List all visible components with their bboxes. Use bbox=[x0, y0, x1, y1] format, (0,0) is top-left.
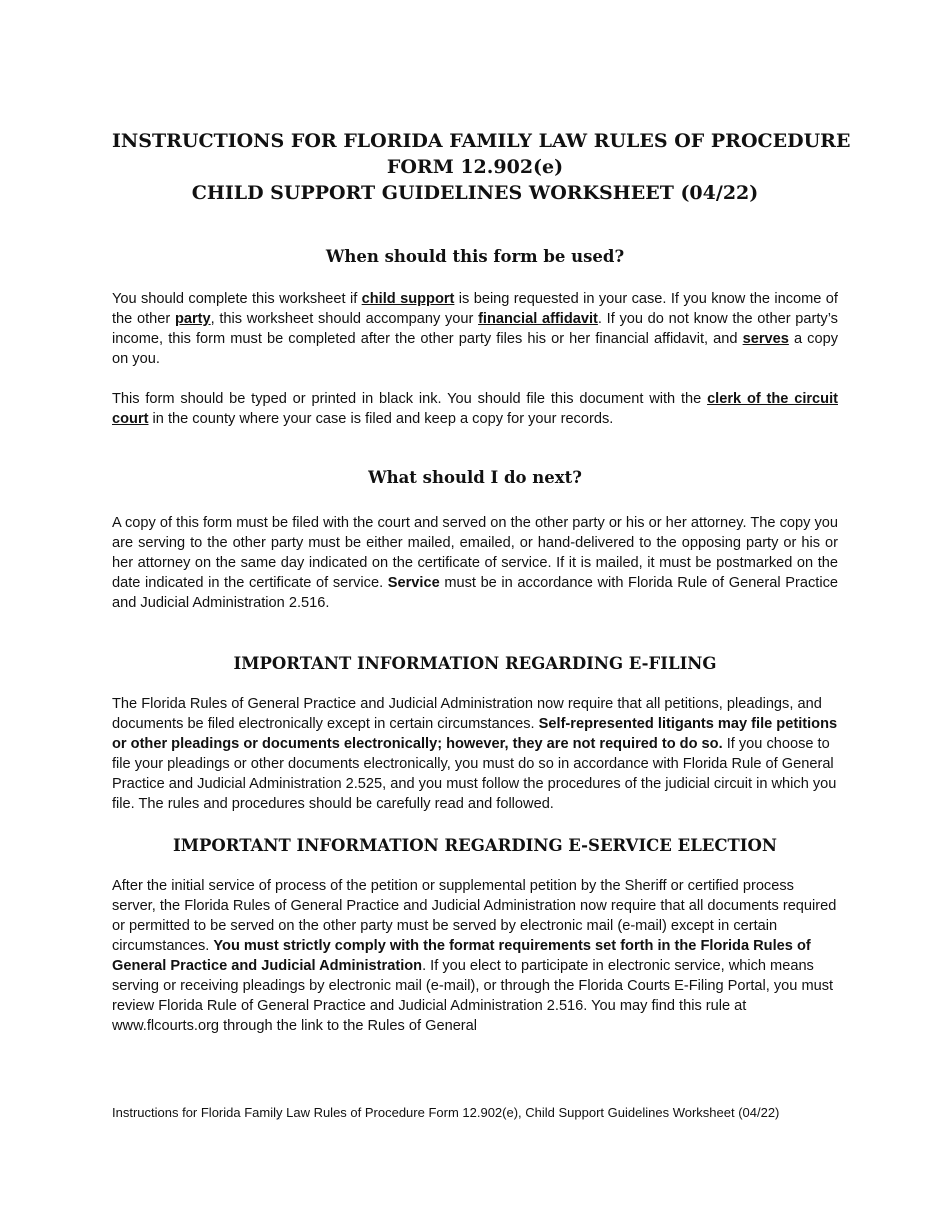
section-heading-e-service: IMPORTANT INFORMATION REGARDING E-SERVICE ELECTION bbox=[173, 836, 777, 855]
term-service: Service bbox=[387, 575, 440, 591]
text-run: . If you do not know the other party’s income, this form must be completed after the other party files his or her financial affidavit, and bbox=[112, 311, 838, 347]
bold-notice: Self-represented litigants may file petitions or other pleadings or documents electronically; however, they are not required to do so. bbox=[112, 716, 838, 752]
section-heading-what-next: What should I do next? bbox=[368, 468, 582, 487]
text-run: This form should be typed or printed in black ink. You should file this document with the bbox=[112, 391, 708, 407]
document-page bbox=[112, 128, 851, 1036]
section-when-used-paragraph-1 bbox=[112, 289, 838, 369]
text-run: You should complete this worksheet if bbox=[112, 291, 362, 307]
text-run: . If you elect to participate in electronic service, which means serving or receiving pleadings by electronic mail (e-mail), or through the Florida Courts E-Filing Portal, you must review Florida Rule of General Practice and Judicial Administration 2.516. You may find this rule at www.flcourts.org through the link to the Rules of General bbox=[112, 958, 834, 1034]
section-heading-when-used: When should this form be used? bbox=[325, 247, 625, 266]
title-line-2: FORM 12.902(e) bbox=[386, 156, 564, 178]
term-financial-affidavit: financial affidavit bbox=[478, 311, 598, 327]
text-run: If you choose to file your pleadings or other documents electronically, you must do so in accordance with Florida Rule of General Practice and Judicial Administration 2.525, and you must follow the procedures of the judicial circuit in which you file. The rules and procedures should be carefully read and followed. bbox=[112, 736, 837, 812]
section-heading-e-filing: IMPORTANT INFORMATION REGARDING E-FILING bbox=[233, 654, 717, 673]
page-footer: Instructions for Florida Family Law Rules of Procedure Form 12.902(e), Child Support Guidelines Worksheet (04/22) bbox=[112, 1105, 780, 1120]
text-run: A copy of this form must be filed with the court and served on the other party or his or her attorney. The copy you are serving to the other party must be either mailed, emailed, or hand-delivered to the opposing party or his or her attorney on the same day indicated on the certificate of service. If it is mailed, it must be postmarked on the date indicated in the certificate of service. bbox=[112, 515, 838, 591]
text-run: The Florida Rules of General Practice and Judicial Administration now require that all petitions, pleadings, and documents be filed electronically except in certain circumstances. bbox=[112, 696, 822, 732]
document-title bbox=[112, 128, 851, 206]
text-run: in the county where your case is filed and keep a copy for your records. bbox=[148, 411, 614, 427]
title-line-3: CHILD SUPPORT GUIDELINES WORKSHEET (04/22) bbox=[191, 182, 759, 204]
section-e-service-paragraph bbox=[112, 876, 838, 1036]
term-party: party bbox=[174, 311, 211, 327]
text-run: After the initial service of process of the petition or supplemental petition by the Sheriff or certified process server, the Florida Rules of General Practice and Judicial Administration now require that all documents required or permitted to be served on the other party must be served by electronic mail (e-mail) except in certain circumstances. bbox=[112, 878, 837, 954]
title-line-1: INSTRUCTIONS FOR FLORIDA FAMILY LAW RULES OF PROCEDURE bbox=[112, 130, 851, 152]
bold-notice: You must strictly comply with the format requirements set forth in the Florida Rules of General Practice and Judicial Administration bbox=[112, 938, 811, 974]
text-run: must be in accordance with Florida Rule of General Practice and Judicial Administration 2.516. bbox=[112, 575, 838, 611]
term-serves: serves bbox=[742, 331, 789, 347]
text-run: a copy on you. bbox=[112, 331, 839, 367]
section-what-next-paragraph bbox=[112, 513, 838, 613]
term-clerk-of-circuit-court: clerk of the circuit court bbox=[112, 391, 838, 427]
text-run: , this worksheet should accompany your bbox=[210, 311, 479, 327]
term-child-support: child support bbox=[361, 291, 455, 307]
section-e-filing-paragraph bbox=[112, 694, 838, 814]
text-run: is being requested in your case. If you know the income of the other bbox=[112, 291, 838, 327]
section-when-used-paragraph-2 bbox=[112, 389, 838, 429]
